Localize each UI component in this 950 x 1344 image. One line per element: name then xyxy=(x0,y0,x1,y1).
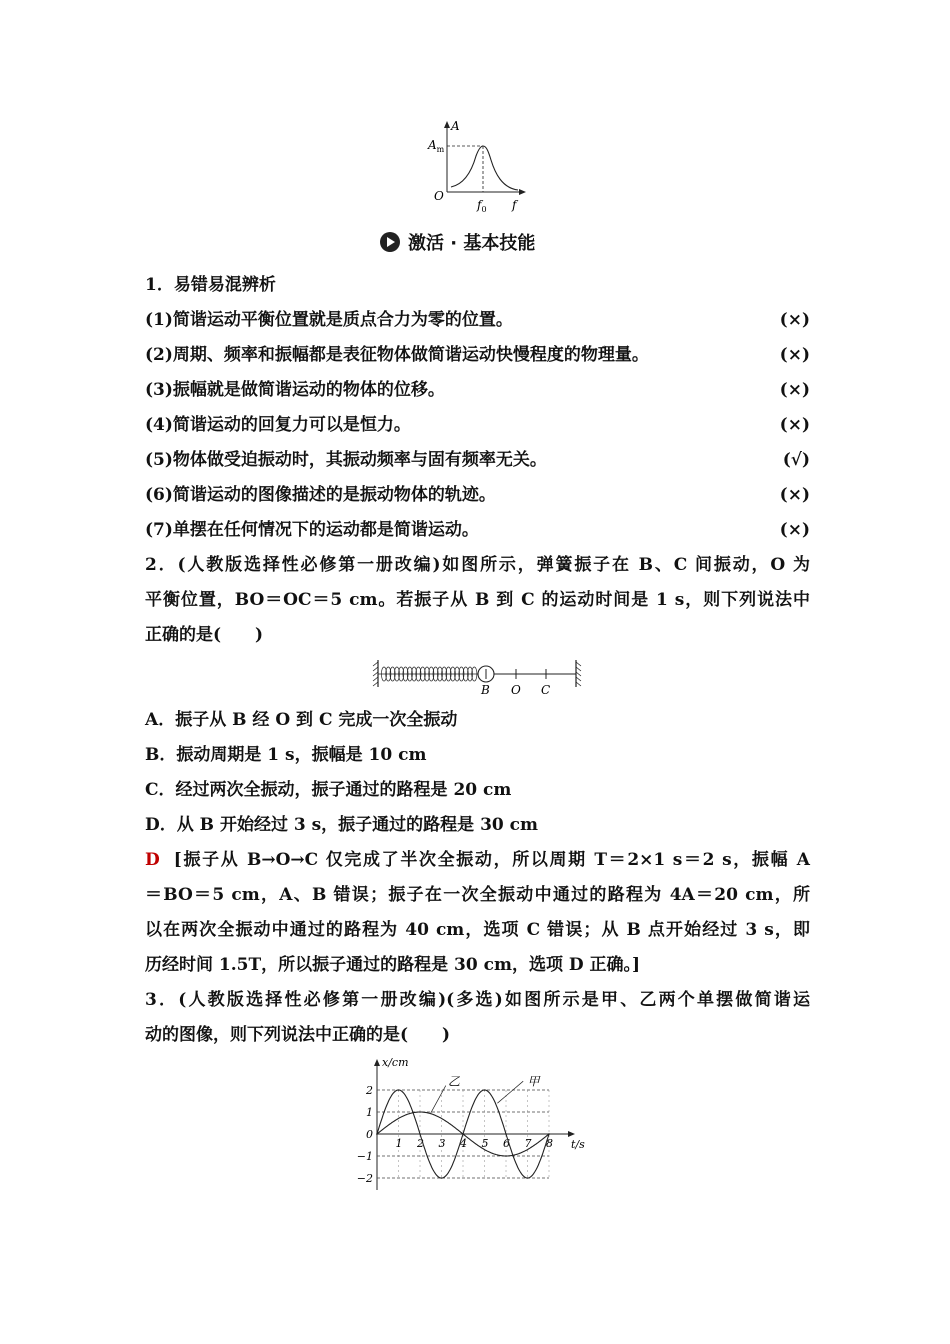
resonance-curve-figure xyxy=(420,118,530,213)
jia-leader-line xyxy=(497,1081,523,1103)
q1-item: (7)单摆在任何情况下的运动都是简谐运动。 (×) xyxy=(145,520,810,540)
series-label-jia: 甲 xyxy=(527,1074,540,1089)
q2-option-b: B．振动周期是 1 s，振幅是 10 cm xyxy=(145,745,427,765)
chart-x-label: t/s xyxy=(571,1138,585,1151)
q2-stem-line: 2．(人教版选择性必修第一册改编)如图所示，弹簧振子在 B、C 间振动，O 为 xyxy=(145,555,810,575)
resonance-x-label: f xyxy=(512,198,517,212)
q1-item: (6)简谐运动的图像描述的是振动物体的轨迹。 (×) xyxy=(145,485,810,505)
chart-x-tick-label: 1 xyxy=(395,1137,403,1150)
q1-item-mark: (×) xyxy=(779,345,810,365)
q2-answer-letter: D xyxy=(145,850,160,870)
series-label-yi: 乙 xyxy=(447,1074,460,1089)
amplitude-label: $A_m$ xyxy=(428,138,445,154)
resonance-y-arrow xyxy=(444,121,450,128)
point-b-label: B xyxy=(481,683,490,697)
q2-explanation-line: D [振子从 B→O→C 仅完成了半次全振动，所以周期 T＝2×1 s＝2 s，振幅 A xyxy=(145,850,810,870)
q2-explanation-line: 以在两次全振动中通过的路程为 40 cm，选项 C 错误；从 B 点开始经过 3 s，即 xyxy=(145,920,810,940)
q3-stem-line: 动的图像，则下列说法中正确的是( ) xyxy=(145,1025,451,1045)
q1-item-mark: (×) xyxy=(779,485,810,505)
chart-x-tick-label: 3 xyxy=(438,1137,446,1150)
q1-item: (4)简谐运动的回复力可以是恒力。 (×) xyxy=(145,415,810,435)
point-c-label: C xyxy=(541,683,551,697)
series-point xyxy=(548,1133,550,1135)
q1-item: (2)周期、频率和振幅都是表征物体做简谐运动快慢程度的物理量。 (×) xyxy=(145,345,810,365)
q1-title: 1．易错易混辨析 xyxy=(145,275,276,295)
section-title: 激活 · 基本技能 xyxy=(408,233,536,254)
section-header xyxy=(380,229,535,255)
oscillation-chart xyxy=(355,1055,605,1195)
q1-item: (5)物体做受迫振动时，其振动频率与固有频率无关。 (√) xyxy=(145,450,810,470)
q1-item-mark: (×) xyxy=(779,415,810,435)
play-icon xyxy=(380,232,400,252)
series-point xyxy=(462,1133,464,1135)
chart-x-tick-label: 6 xyxy=(503,1137,510,1150)
series-point xyxy=(484,1089,486,1091)
right-wall-hatch xyxy=(576,662,581,686)
resonance-y-label: A xyxy=(451,119,460,133)
chart-y-tick-label: 2 xyxy=(366,1084,373,1097)
chart-y-tick-label: −2 xyxy=(356,1172,373,1185)
q1-item-mark: (×) xyxy=(779,310,810,330)
resonance-curve xyxy=(451,146,518,190)
chart-y-tick-label: 1 xyxy=(366,1106,373,1119)
chart-y-label: x/cm xyxy=(382,1056,409,1069)
q2-stem-line: 平衡位置，BO＝OC＝5 cm。若振子从 B 到 C 的运动时间是 1 s，则下列说法中 xyxy=(145,590,810,610)
q2-explanation-line: ＝BO＝5 cm，A、B 错误；振子在一次全振动中通过的路程为 4A＝20 cm，所 xyxy=(145,885,810,905)
q1-item: (3)振幅就是做简谐运动的物体的位移。 (×) xyxy=(145,380,810,400)
q1-item-mark: (×) xyxy=(779,380,810,400)
q2-explanation-line: 历经时间 1.5T，所以振子通过的路程是 30 cm，选项 D 正确。] xyxy=(145,955,641,975)
q3-stem-line: 3．(人教版选择性必修第一册改编)(多选)如图所示是甲、乙两个单摆做简谐运 xyxy=(145,990,810,1010)
resonance-x-arrow xyxy=(519,189,526,195)
resonance-origin-label: O xyxy=(434,189,444,203)
series-point xyxy=(419,1111,421,1113)
f0-label: $f_0$ xyxy=(477,198,487,213)
spring-oscillator-figure xyxy=(370,655,585,700)
chart-x-tick-label: 2 xyxy=(417,1137,424,1150)
series-point xyxy=(441,1177,443,1179)
chart-y-tick-label: −1 xyxy=(356,1150,373,1163)
q2-option-a: A．振子从 B 经 O 到 C 完成一次全振动 xyxy=(145,710,458,730)
series-point xyxy=(398,1089,400,1091)
series-point xyxy=(419,1133,421,1135)
chart-x-tick-label: 7 xyxy=(524,1137,532,1150)
q1-item: (1)简谐运动平衡位置就是质点合力为零的位置。 (×) xyxy=(145,310,810,330)
q2-option-c: C．经过两次全振动，振子通过的路程是 20 cm xyxy=(145,780,512,800)
q2-stem-line: 正确的是( ) xyxy=(145,625,264,645)
chart-x-tick-label: 4 xyxy=(460,1137,467,1150)
series-point xyxy=(505,1133,507,1135)
chart-x-arrow xyxy=(568,1131,575,1137)
chart-y-arrow xyxy=(374,1059,380,1066)
series-point xyxy=(505,1155,507,1157)
q1-item-mark: (×) xyxy=(779,520,810,540)
series-point xyxy=(376,1133,378,1135)
series-point xyxy=(527,1177,529,1179)
left-wall-hatch xyxy=(373,662,378,686)
chart-x-tick-label: 8 xyxy=(546,1137,553,1150)
q1-item-mark: (√) xyxy=(782,450,810,470)
point-o-label: O xyxy=(511,683,521,697)
chart-origin-label: 0 xyxy=(366,1128,373,1141)
chart-x-tick-label: 5 xyxy=(481,1137,489,1150)
q2-option-d: D．从 B 开始经过 3 s，振子通过的路程是 30 cm xyxy=(145,815,539,835)
